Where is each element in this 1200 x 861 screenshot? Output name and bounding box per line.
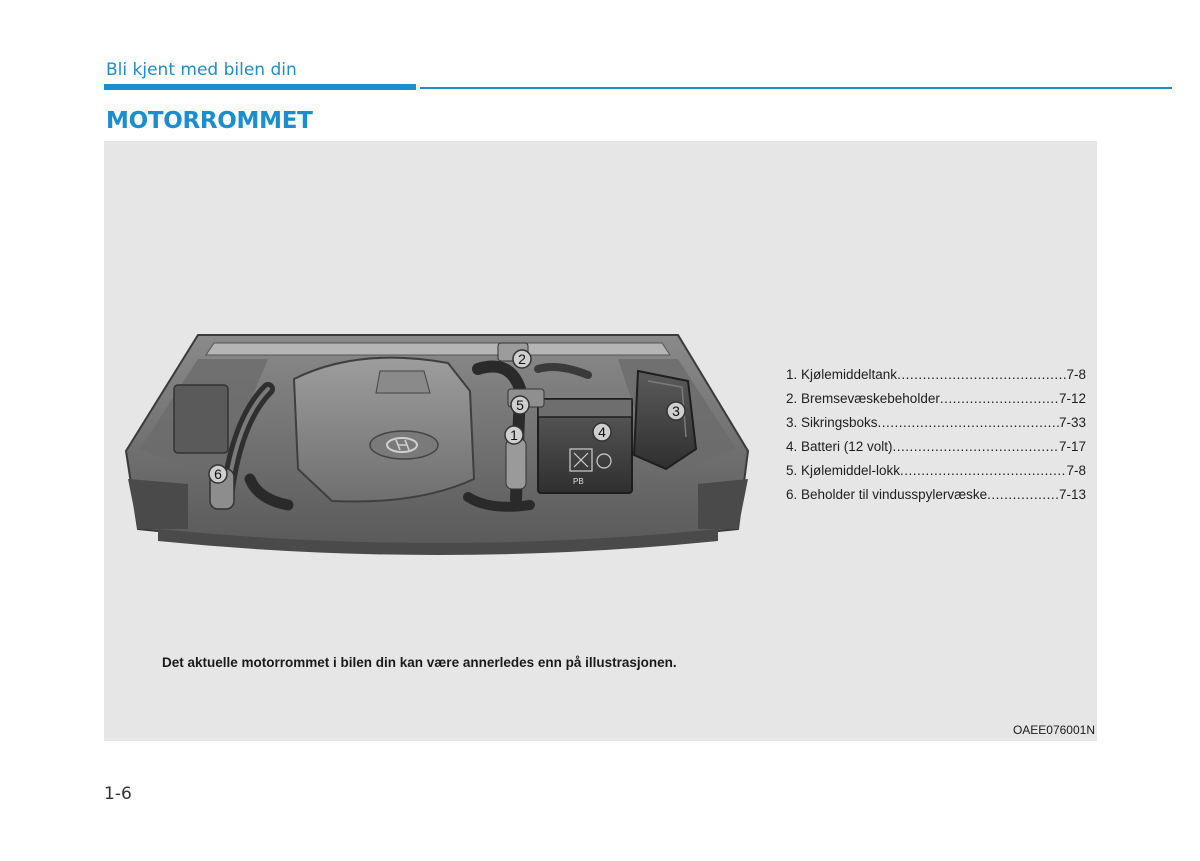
callout-3 xyxy=(667,402,685,420)
callout-1 xyxy=(505,426,523,444)
dot-leader xyxy=(900,459,1066,483)
header-rule-thin xyxy=(420,87,1172,89)
part-page-ref: 7-17 xyxy=(1058,439,1086,454)
parts-list-item xyxy=(786,411,1086,435)
dot-leader xyxy=(987,483,1059,507)
callout-5 xyxy=(511,396,529,414)
part-name: 3. Sikringsboks xyxy=(786,415,878,430)
figure-code: OAEE076001N xyxy=(1012,723,1095,737)
parts-list-item xyxy=(786,387,1086,411)
callout-label: 6 xyxy=(214,466,222,482)
part-page-ref: 7-33 xyxy=(1058,415,1086,430)
parts-list-item xyxy=(786,483,1086,507)
part-name: 2. Bremsevæskebeholder xyxy=(786,391,940,406)
figure-caption: Det aktuelle motorrommet i bilen din kan være annerledes enn på illustrasjonen. xyxy=(162,655,677,670)
callout-2 xyxy=(513,350,531,368)
callout-label: 2 xyxy=(518,351,526,367)
engine-compartment-illustration xyxy=(118,329,758,561)
parts-list-item xyxy=(786,363,1086,387)
section-title: Bli kjent med bilen din xyxy=(106,60,297,80)
page-number: 1-6 xyxy=(104,784,132,804)
callout-label: 4 xyxy=(598,424,606,440)
part-name: 5. Kjølemiddel-lokk xyxy=(786,463,901,478)
callout-label: 5 xyxy=(516,397,524,413)
dot-leader xyxy=(940,387,1059,411)
part-page-ref: 7-8 xyxy=(1066,367,1086,382)
dot-leader xyxy=(878,411,1059,435)
battery-badge-text: PB xyxy=(573,477,584,486)
part-name: 1. Kjølemiddeltank xyxy=(786,367,898,382)
part-name: 4. Batteri (12 volt) xyxy=(786,439,893,454)
part-page-ref: 7-13 xyxy=(1058,487,1086,502)
page-title: MOTORROMMET xyxy=(106,108,313,134)
parts-list-item xyxy=(786,459,1086,483)
callout-label: 1 xyxy=(510,427,518,443)
callout-label: 3 xyxy=(672,403,680,419)
callout-4 xyxy=(593,423,611,441)
callout-6 xyxy=(209,465,227,483)
part-name: 6. Beholder til vindusspylervæske xyxy=(786,487,988,502)
dot-leader xyxy=(893,435,1059,459)
parts-list-item xyxy=(786,435,1086,459)
figure-panel xyxy=(104,141,1097,741)
dot-leader xyxy=(897,363,1066,387)
parts-list xyxy=(786,363,1086,507)
header-rule-thick xyxy=(104,84,416,90)
part-page-ref: 7-8 xyxy=(1066,463,1086,478)
part-page-ref: 7-12 xyxy=(1058,391,1086,406)
